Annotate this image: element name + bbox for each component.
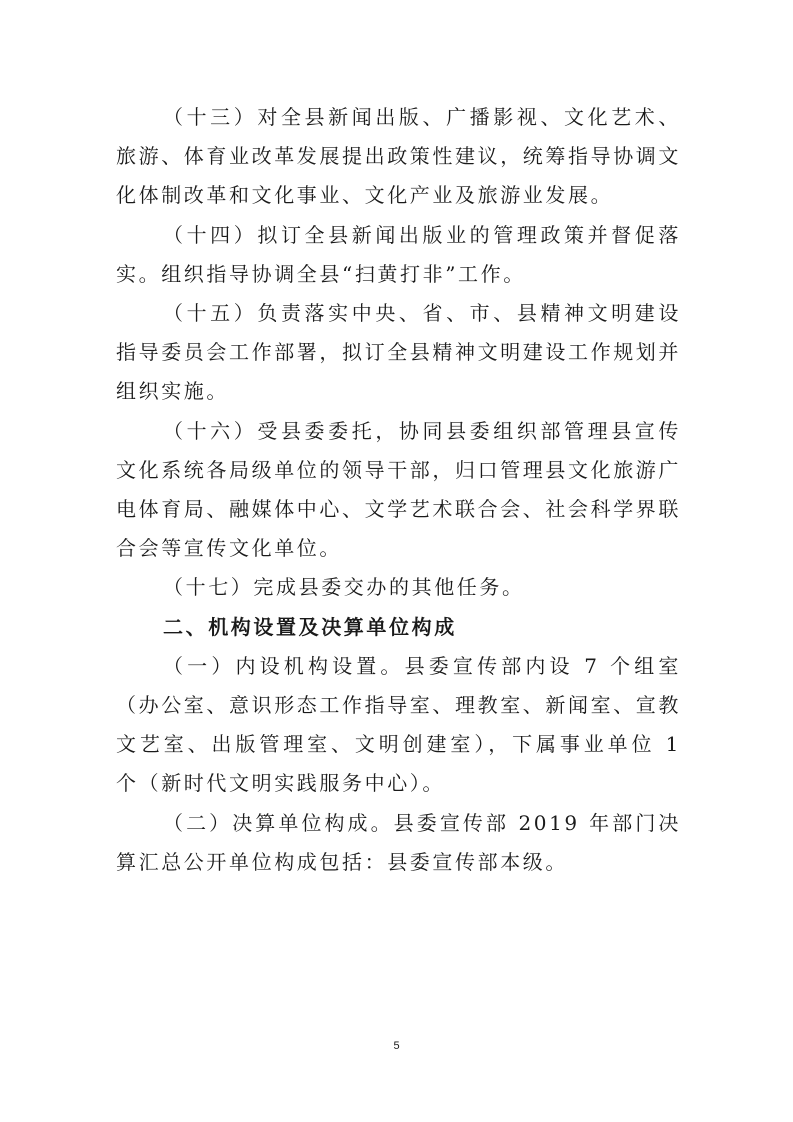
paragraph-accounting-units: （二）决算单位构成。县委宣传部 2019 年部门决算汇总公开单位构成包括：县委宣传部本级。 [116, 810, 681, 874]
section-heading: 二、机构设置及决算单位构成 [163, 614, 457, 639]
paragraph-internal-structure: （一）内设机构设置。县委宣传部内设 7 个组室（办公室、意识形态工作指导室、理教室、新闻室、宣教文艺室、出版管理室、文明创建室），下属事业单位 1 个（新时代文明实践服务中心）。 [116, 653, 681, 796]
paragraph-duty-14: （十四）拟订全县新闻出版业的管理政策并督促落实。组织指导协调全县“扫黄打非”工作。 [116, 222, 681, 286]
paragraph-duty-17: （十七）完成县委交办的其他任务。 [163, 575, 525, 600]
paragraph-duty-16: （十六）受县委委托，协同县委组织部管理县宣传文化系统各局级单位的领导干部，归口管理县文化旅游广电体育局、融媒体中心、文学艺术联合会、社会科学界联合会等宣传文化单位。 [116, 418, 681, 561]
paragraph-duty-15: （十五）负责落实中央、省、市、县精神文明建设指导委员会工作部署，拟订全县精神文明建设工作规划并组织实施。 [116, 301, 681, 404]
paragraph-duty-13: （十三）对全县新闻出版、广播影视、文化艺术、旅游、体育业改革发展提出政策性建议，统筹指导协调文化体制改革和文化事业、文化产业及旅游业发展。 [116, 105, 681, 208]
document-body [116, 98, 681, 882]
page-number: 5 [393, 1040, 400, 1052]
